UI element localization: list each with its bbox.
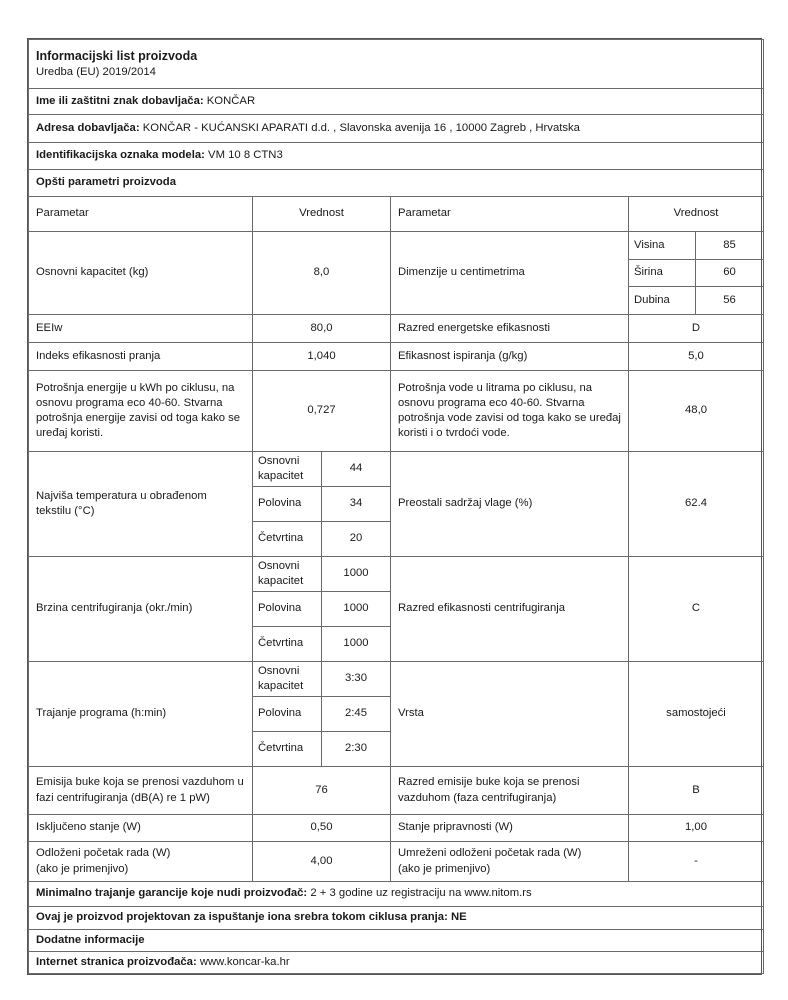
max-temperature-label: Najviša temperatura u obrađenom tekstilu (°C) (29, 452, 253, 557)
duration-full-label: Osnovni kapacitet (253, 662, 322, 697)
dimension-depth-label: Dubina (629, 287, 696, 315)
website-label: Internet stranica proizvođača: (36, 955, 197, 968)
noise-class-value: B (629, 767, 764, 815)
delay-start-value: 4,00 (253, 842, 391, 882)
networked-delay-label-line1: Umreženi odloženi početak rada (W) (398, 847, 582, 860)
warranty-value: 2 + 3 godine uz registraciju na www.nitom.rs (310, 887, 532, 900)
product-information-sheet (27, 38, 762, 975)
warranty-label: Minimalno trajanje garancije koje nudi proizvođač: (36, 887, 308, 900)
spin-speed-half-label: Polovina (253, 592, 322, 627)
delay-start-label-line1: Odloženi početak rada (W) (36, 847, 171, 860)
noise-value: 76 (253, 767, 391, 815)
spin-class-label: Razred efikasnosti centrifugiranja (391, 557, 629, 662)
header-cell (29, 40, 764, 89)
additional-info-row (29, 930, 764, 952)
max-temp-full-label: Osnovni kapacitet (253, 452, 322, 487)
energy-class-label: Razred energetske efikasnosti (391, 315, 629, 343)
water-consumption-value: 48,0 (629, 371, 764, 452)
duration-full-value: 3:30 (322, 662, 391, 697)
duration-half-value: 2:45 (322, 697, 391, 732)
max-temp-half-label: Polovina (253, 487, 322, 522)
dimension-width-label: Širina (629, 260, 696, 287)
washing-index-value: 1,040 (253, 343, 391, 371)
dimension-width-value: 60 (696, 260, 764, 287)
duration-quarter-label: Četvrtina (253, 732, 322, 767)
spin-speed-quarter-label: Četvrtina (253, 627, 322, 662)
supplier-name-row (29, 89, 764, 115)
type-value: samostojeći (629, 662, 764, 767)
supplier-name-label: Ime ili zaštitni znak dobavljača: (36, 94, 204, 107)
model-id-value: VM 10 8 CTN3 (208, 149, 283, 162)
spin-speed-half-value: 1000 (322, 592, 391, 627)
col-header-param-right: Parametar (391, 197, 629, 232)
capacity-label: Osnovni kapacitet (kg) (29, 232, 253, 315)
website-link[interactable]: www.koncar-ka.hr (199, 955, 290, 968)
silver-ions-text: Ovaj je proizvod projektovan za ispuštanje iona srebra tokom ciklusa pranja: NE (29, 907, 764, 930)
consumption-row (29, 371, 764, 452)
delay-start-label (29, 842, 253, 882)
standby-label: Stanje pripravnosti (W) (391, 815, 629, 842)
col-header-param-left: Parametar (29, 197, 253, 232)
website-cell (29, 952, 764, 974)
supplier-address-label: Adresa dobavljača: (36, 121, 140, 134)
washing-index-label: Indeks efikasnosti pranja (29, 343, 253, 371)
off-mode-value: 0,50 (253, 815, 391, 842)
rinsing-value: 5,0 (629, 343, 764, 371)
delay-start-row (29, 842, 764, 882)
delay-start-label-line2: (ako je primenjivo) (36, 862, 129, 875)
model-id-cell (29, 143, 764, 170)
type-label: Vrsta (391, 662, 629, 767)
energy-consumption-value: 0,727 (253, 371, 391, 452)
eeiw-label: EEIw (29, 315, 253, 343)
networked-delay-label (391, 842, 629, 882)
model-id-label: Identifikacijska oznaka modela: (36, 149, 205, 162)
standby-value: 1,00 (629, 815, 764, 842)
dimensions-label: Dimenzije u centimetrima (391, 232, 629, 315)
silver-ions-row (29, 907, 764, 930)
website-row (29, 952, 764, 974)
moisture-label: Preostali sadržaj vlage (%) (391, 452, 629, 557)
program-duration-row (29, 662, 764, 697)
max-temp-full-value: 44 (322, 452, 391, 487)
capacity-dimensions-row (29, 232, 764, 260)
spin-speed-label: Brzina centrifugiranja (okr./min) (29, 557, 253, 662)
noise-row (29, 767, 764, 815)
supplier-name-cell (29, 89, 764, 115)
max-temperature-row (29, 452, 764, 487)
header-row (29, 40, 764, 89)
capacity-value: 8,0 (253, 232, 391, 315)
networked-delay-value: - (629, 842, 764, 882)
spin-speed-row (29, 557, 764, 592)
spin-speed-full-value: 1000 (322, 557, 391, 592)
col-header-value-left: Vrednost (253, 197, 391, 232)
energy-class-value: D (629, 315, 764, 343)
water-consumption-label: Potrošnja vode u litrama po ciklusu, na osnovu programa eco 40-60. Stvarna potrošnja vode zavisi od toga kako se uređaj koristi i o tvrdoći vode. (391, 371, 629, 452)
spin-class-value: C (629, 557, 764, 662)
supplier-address-cell (29, 115, 764, 143)
spin-speed-full-label: Osnovni kapacitet (253, 557, 322, 592)
off-mode-label: Isključeno stanje (W) (29, 815, 253, 842)
general-section-row (29, 170, 764, 197)
energy-consumption-label: Potrošnja energije u kWh po ciklusu, na osnovu programa eco 40-60. Stvarna potrošnja energije zavisi od toga kako se uređaj koristi. (29, 371, 253, 452)
power-modes-row (29, 815, 764, 842)
noise-label: Emisija buke koja se prenosi vazduhom u fazi centrifugiranja (dB(A) re 1 pW) (29, 767, 253, 815)
warranty-cell (29, 882, 764, 907)
moisture-value: 62.4 (629, 452, 764, 557)
max-temp-quarter-label: Četvrtina (253, 522, 322, 557)
rinsing-label: Efikasnost ispiranja (g/kg) (391, 343, 629, 371)
general-section-title: Opšti parametri proizvoda (29, 170, 764, 197)
eeiw-value: 80,0 (253, 315, 391, 343)
noise-class-label: Razred emisije buke koja se prenosi vazduhom (faza centrifugiranja) (391, 767, 629, 815)
product-info-table (28, 39, 764, 974)
duration-quarter-value: 2:30 (322, 732, 391, 767)
spin-speed-quarter-value: 1000 (322, 627, 391, 662)
duration-half-label: Polovina (253, 697, 322, 732)
program-duration-label: Trajanje programa (h:min) (29, 662, 253, 767)
dimension-height-value: 85 (696, 232, 764, 260)
supplier-address-value: KONČAR - KUĆANSKI APARATI d.d. , Slavonska avenija 16 , 10000 Zagreb , Hrvatska (142, 121, 580, 134)
supplier-name-value: KONČAR (206, 94, 256, 107)
networked-delay-label-line2: (ako je primenjivo) (398, 862, 491, 875)
dimension-depth-value: 56 (696, 287, 764, 315)
document-title: Informacijski list proizvoda (36, 48, 198, 63)
document-subtitle: Uredba (EU) 2019/2014 (36, 65, 156, 78)
column-header-row (29, 197, 764, 232)
max-temp-half-value: 34 (322, 487, 391, 522)
eeiw-row (29, 315, 764, 343)
warranty-row (29, 882, 764, 907)
col-header-value-right: Vrednost (629, 197, 764, 232)
max-temp-quarter-value: 20 (322, 522, 391, 557)
washing-index-row (29, 343, 764, 371)
supplier-address-row (29, 115, 764, 143)
additional-info-title: Dodatne informacije (29, 930, 764, 952)
dimension-height-label: Visina (629, 232, 696, 260)
model-id-row (29, 143, 764, 170)
